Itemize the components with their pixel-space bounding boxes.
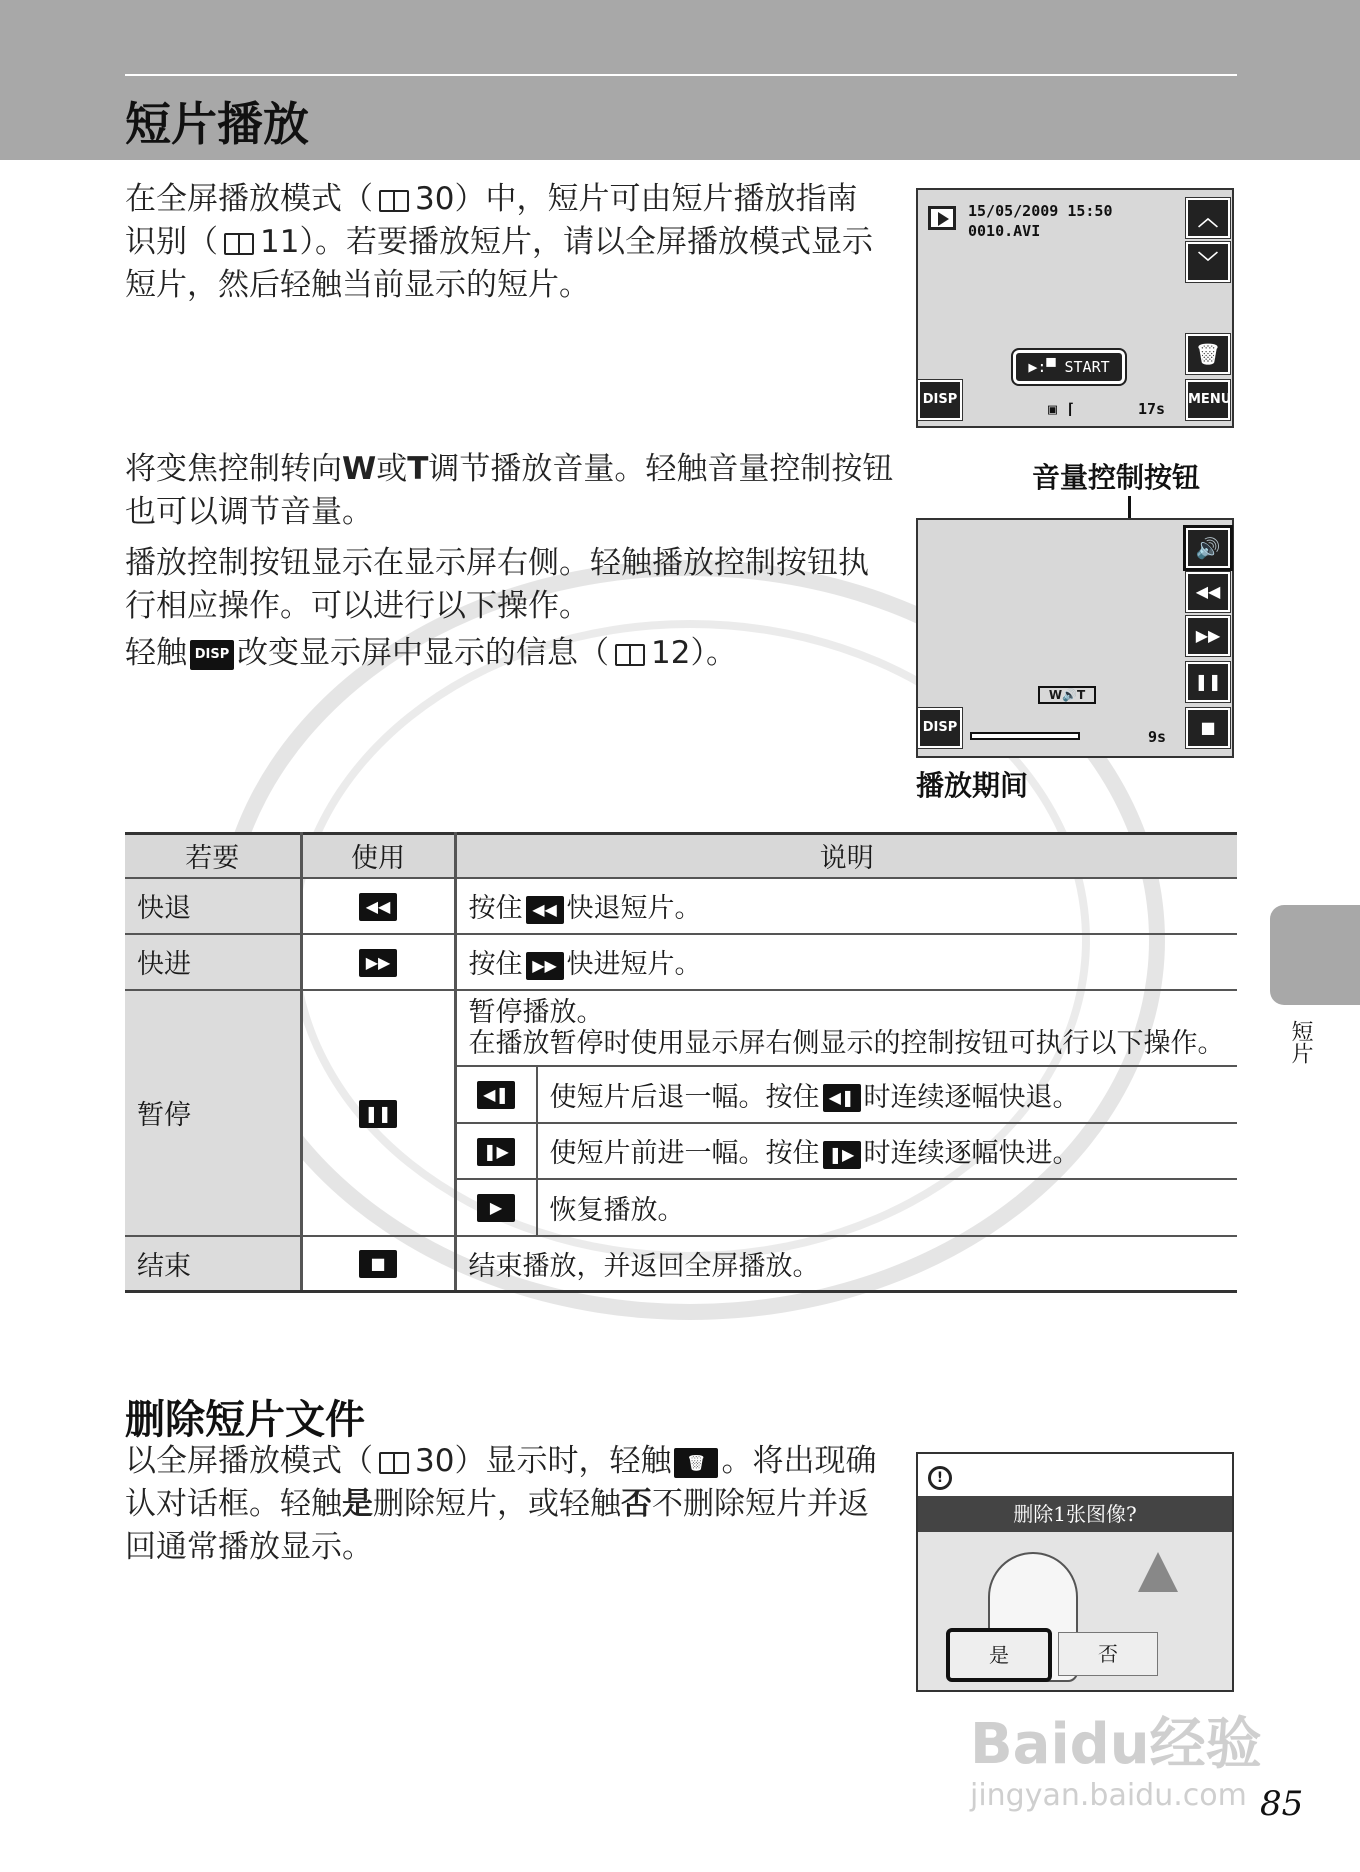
disp-paragraph: 轻触 DISP 改变显示屏中显示的信息（ 12）。: [125, 635, 737, 671]
desc-cell: [455, 990, 1237, 1236]
op-cell: 暂停: [125, 990, 301, 1236]
sub-row: [457, 1179, 1238, 1235]
op-cell: 快退: [125, 878, 301, 934]
pause-desc: 暂停播放。: [468, 996, 604, 1028]
pause-icon: ❚❚: [359, 1100, 397, 1128]
disp-button[interactable]: DISP: [918, 708, 962, 748]
sub-icon-cell: [457, 1067, 537, 1123]
use-cell: [301, 990, 455, 1236]
op-cell: 结束: [125, 1236, 301, 1292]
volume-paragraph: 将变焦控制转向W或T调节播放音量。轻触音量控制按钮也可以调节音量。: [125, 451, 894, 530]
delete-dialog-screen: [916, 1452, 1234, 1692]
use-cell: [301, 878, 455, 934]
desc-cell: 按住 ▶▶ 快进短片。: [455, 934, 1237, 990]
side-tab-label: 短片: [1288, 1020, 1313, 1064]
pause-icon[interactable]: ❚❚: [1186, 662, 1230, 702]
trash-icon[interactable]: 🗑: [1186, 334, 1230, 374]
stop-icon[interactable]: ■: [1186, 708, 1230, 748]
sub-row: [457, 1123, 1238, 1179]
book-icon: [224, 233, 254, 255]
sub-desc: 使短片后退一幅。按住 ◀❚ 时连续逐幅快退。: [537, 1067, 1238, 1123]
sub-icon-cell: [457, 1179, 537, 1235]
down-arrow-icon[interactable]: ﹀: [1186, 242, 1230, 282]
controls-paragraph: 播放控制按钮显示在显示屏右侧。轻触播放控制按钮执行相应操作。可以进行以下操作。: [125, 545, 869, 624]
volume-button-label: 音量控制按钮: [1032, 461, 1201, 494]
pause-subtable: [457, 1067, 1238, 1235]
table-row: [125, 1236, 1237, 1292]
table-row: [125, 934, 1237, 990]
no-button[interactable]: 否: [1058, 1632, 1158, 1676]
menu-button[interactable]: MENU: [1186, 380, 1230, 420]
header-cell: 说明: [455, 834, 1237, 878]
progress-bar: [970, 732, 1080, 740]
pause-desc-detail: 在播放暂停时使用显示屏右侧显示的控制按钮可执行以下操作。: [468, 1027, 1225, 1059]
book-icon: [379, 190, 409, 212]
up-arrow-icon[interactable]: ︿: [1186, 198, 1230, 238]
disp-button[interactable]: DISP: [918, 380, 962, 420]
section-title: 删除短片文件: [125, 1397, 365, 1443]
warning-icon: !: [928, 1466, 952, 1490]
operations-table: [125, 832, 1237, 1293]
sub-row: [457, 1067, 1238, 1123]
header-cell: 若要: [125, 834, 301, 878]
desc-cell: 结束播放，并返回全屏播放。: [455, 1236, 1237, 1292]
use-cell: [301, 1236, 455, 1292]
screen-full-frame: [916, 188, 1234, 428]
delete-paragraph: 以全屏播放模式（ 30）显示时，轻触 🗑 。将出现确认对话框。轻触是删除短片，或轻触否不删除短片并返回通常播放显示。: [125, 1443, 877, 1565]
play-icon: ▶: [477, 1194, 515, 1222]
fast-forward-icon: ▶▶: [359, 949, 397, 977]
baidu-url: jingyan.baidu.com: [970, 1778, 1247, 1813]
book-icon: [379, 1452, 409, 1474]
table-row-pause: [125, 990, 1237, 1236]
rewind-icon: ◀◀: [526, 896, 564, 924]
use-cell: [301, 934, 455, 990]
rewind-icon[interactable]: ◀◀: [1186, 572, 1230, 612]
op-cell: 快进: [125, 934, 301, 990]
sub-icon-cell: [457, 1123, 537, 1179]
play-mode-icon: [928, 206, 956, 230]
sub-desc: 使短片前进一幅。按住 ❚▶ 时连续逐幅快进。: [537, 1123, 1238, 1179]
sub-desc: 恢复播放。: [537, 1179, 1238, 1235]
baidu-watermark: Baidu经验: [970, 1712, 1262, 1777]
page-number: 85: [1260, 1784, 1304, 1824]
fast-forward-icon: ▶▶: [526, 952, 564, 980]
dialog-question: 删除1张图像?: [918, 1496, 1232, 1532]
intro-paragraph: 在全屏播放模式（ 30）中，短片可由短片播放指南识别（ 11）。若要播放短片，请以全屏播放模式显示短片，然后轻触当前显示的短片。: [125, 181, 873, 303]
movie-quality-icon: ▣ ⌈: [1048, 400, 1076, 418]
fast-forward-icon[interactable]: ▶▶: [1186, 616, 1230, 656]
header-rule: [125, 74, 1237, 76]
zoom-volume-indicator: W🔊T: [1038, 686, 1096, 704]
desc-cell: 按住 ◀◀ 快退短片。: [455, 878, 1237, 934]
book-icon: [615, 644, 645, 666]
stop-icon: ■: [359, 1250, 397, 1278]
yes-button[interactable]: 是: [946, 1628, 1052, 1682]
step-back-icon: ◀❚: [477, 1081, 515, 1109]
start-button[interactable]: ▶:▀ START: [1013, 350, 1125, 384]
playback-time: 9s: [1148, 728, 1167, 746]
rewind-icon: ◀◀: [359, 893, 397, 921]
datetime-text: 15/05/2009 15:50: [968, 202, 1113, 220]
step-forward-icon: ❚▶: [477, 1138, 515, 1166]
table-row: [125, 878, 1237, 934]
filename-text: 0010.AVI: [968, 222, 1041, 240]
sailboat-shape: [1138, 1552, 1178, 1592]
during-playback-caption: 播放期间: [916, 769, 1029, 802]
table-header-row: [125, 834, 1237, 878]
trash-icon: 🗑: [674, 1448, 718, 1478]
page-title: 短片播放: [125, 97, 309, 151]
step-forward-icon: ❚▶: [823, 1141, 861, 1169]
remaining-time: 17s: [1138, 400, 1166, 418]
header-band: [0, 0, 1360, 160]
side-tab: [1270, 905, 1360, 1005]
screen-playback: [916, 518, 1234, 758]
header-cell: 使用: [301, 834, 455, 878]
disp-icon: DISP: [190, 640, 234, 670]
step-back-icon: ◀❚: [823, 1084, 861, 1112]
volume-icon[interactable]: 🔊: [1186, 528, 1230, 568]
